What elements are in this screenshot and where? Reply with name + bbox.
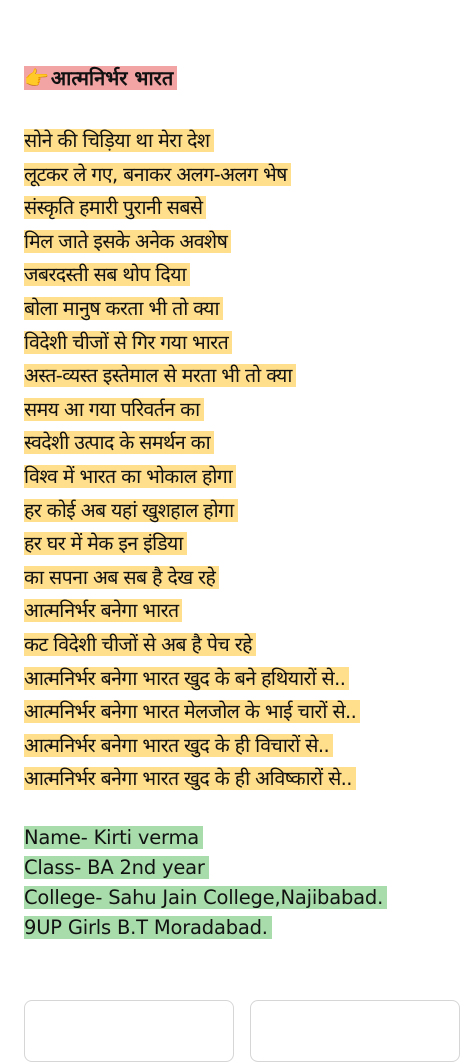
poem-line: विदेशी चीजों से गिर गया भारत: [24, 326, 460, 360]
poem-line: लूटकर ले गए, बनाकर अलग-अलग भेष: [24, 158, 460, 192]
poem-line: हर घर में मेक इन इंडिया: [24, 527, 460, 561]
author-unit: 9UP Girls B.T Moradabad.: [24, 913, 460, 943]
poem-line: बोला मानुष करता भी तो क्या: [24, 292, 460, 326]
poem-line: हर कोई अब यहां खुशहाल होगा: [24, 494, 460, 528]
poem-line: आत्मनिर्भर बनेगा भारत खुद के बने हथियारों से..: [24, 662, 460, 696]
next-post-card[interactable]: [250, 1000, 460, 1062]
poem-line: आत्मनिर्भर बनेगा भारत मेलजोल के भाई चारों से..: [24, 695, 460, 729]
poem-line: जबरदस्ती सब थोप दिया: [24, 258, 460, 292]
author-class: Class- BA 2nd year: [24, 853, 460, 883]
poem-line: सोने की चिड़िया था मेरा देश: [24, 124, 460, 158]
poem-line: आत्मनिर्भर बनेगा भारत खुद के ही अविष्कारों से..: [24, 762, 460, 796]
poem-line: आत्मनिर्भर बनेगा भारत: [24, 594, 460, 628]
poem-line: समय आ गया परिवर्तन का: [24, 393, 460, 427]
poem-line: विश्व में भारत का भोकाल होगा: [24, 460, 460, 494]
poem-line: मिल जाते इसके अनेक अवशेष: [24, 225, 460, 259]
poem-line: आत्मनिर्भर बनेगा भारत खुद के ही विचारों से..: [24, 729, 460, 763]
pointing-hand-icon: 👉: [24, 66, 49, 90]
poem-line: संस्कृति हमारी पुरानी सबसे: [24, 191, 460, 225]
author-name: Name- Kirti verma: [24, 823, 460, 853]
poem-line: स्वदेशी उत्पाद के समर्थन का: [24, 426, 460, 460]
poem-line: कट विदेशी चीजों से अब है पेच रहे: [24, 628, 460, 662]
poem-line: अस्त-व्यस्त इस्तेमाल से मरता भी तो क्या: [24, 359, 460, 393]
previous-post-card[interactable]: [24, 1000, 234, 1062]
poem-body: [24, 124, 460, 796]
post-title-text: आत्मनिर्भर भारत: [50, 66, 174, 90]
poem-line: का सपना अब सब है देख रहे: [24, 561, 460, 595]
author-info: [24, 823, 460, 943]
post-title: [24, 64, 177, 92]
author-college: College- Sahu Jain College,Najibabad.: [24, 883, 460, 913]
